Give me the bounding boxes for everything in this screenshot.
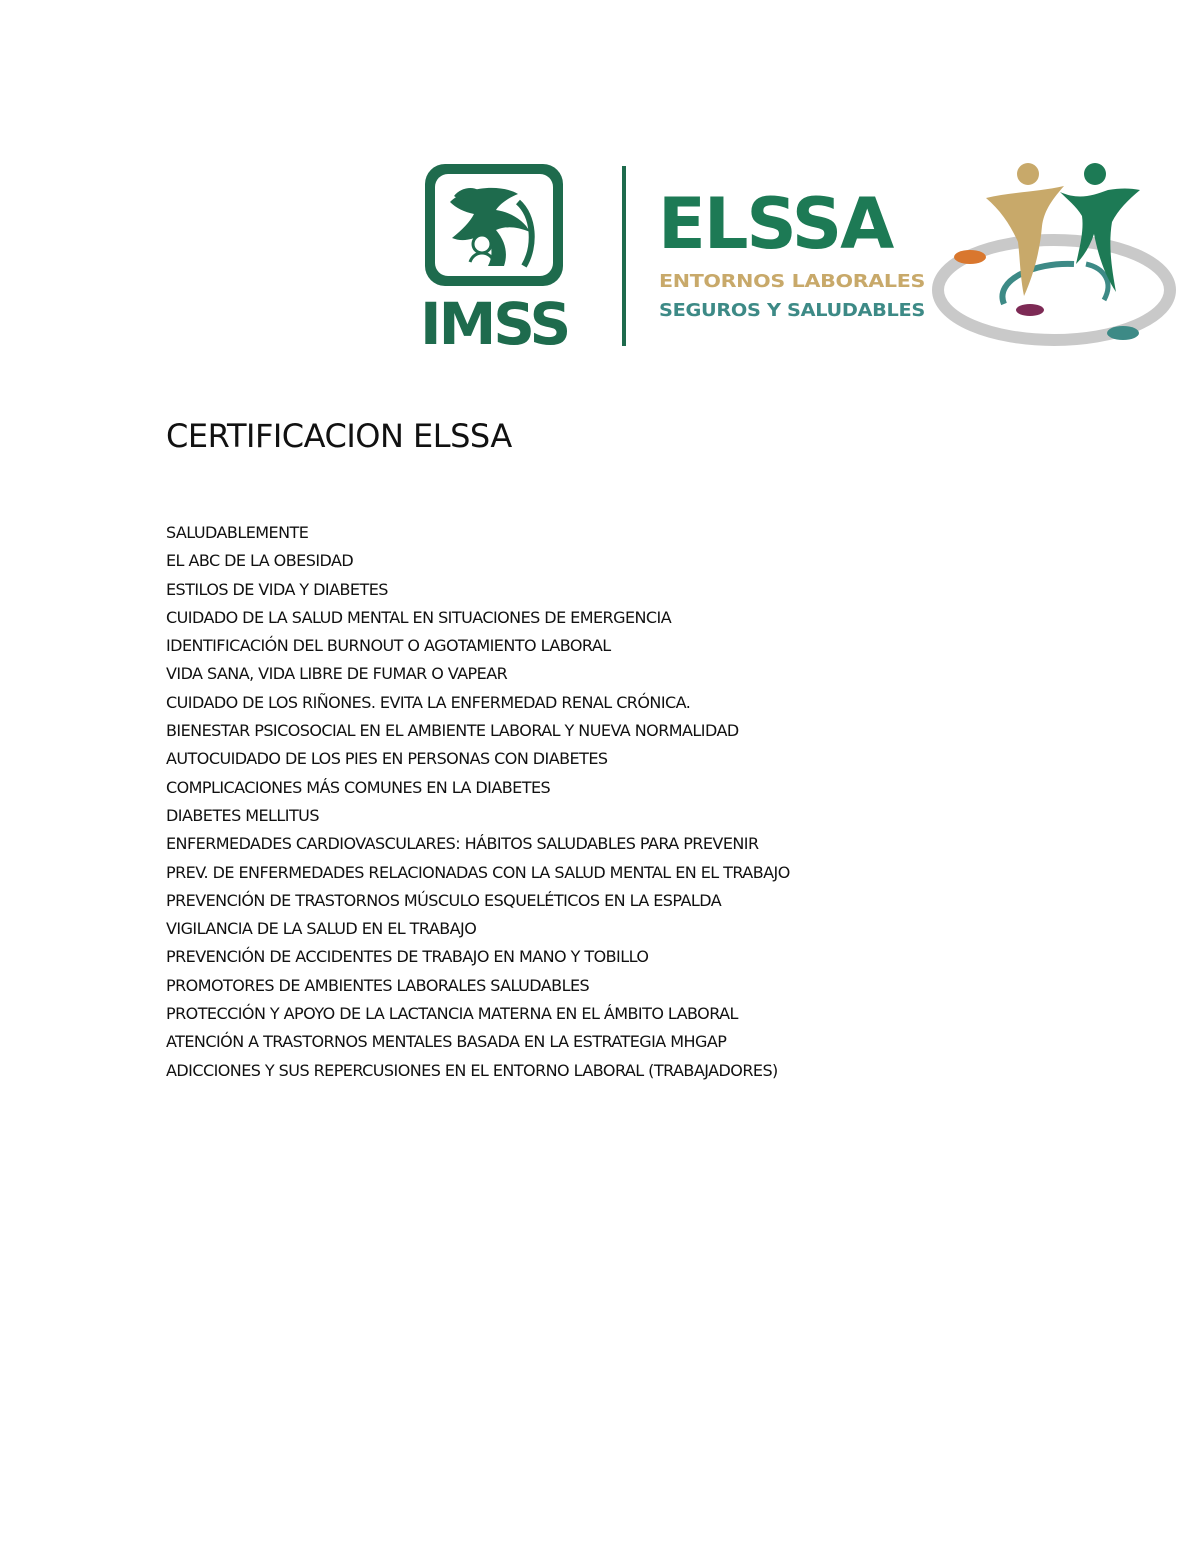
course-item: ADICCIONES Y SUS REPERCUSIONES EN EL ENTORNO LABORAL (TRABAJADORES)	[166, 1060, 778, 1080]
imss-eagle-icon	[425, 164, 563, 286]
document-title: CERTIFICACION ELSSA	[166, 417, 512, 455]
course-item: PREV. DE ENFERMEDADES RELACIONADAS CON LA SALUD MENTAL EN EL TRABAJO	[166, 862, 790, 882]
course-item: PREVENCIÓN DE TRASTORNOS MÚSCULO ESQUELÉTICOS EN LA ESPALDA	[166, 890, 722, 910]
course-item: EL ABC DE LA OBESIDAD	[166, 551, 354, 571]
logo-divider	[622, 166, 626, 346]
imss-logo	[420, 164, 568, 355]
course-item: PROMOTORES DE AMBIENTES LABORALES SALUDABLES	[166, 975, 590, 995]
course-item: IDENTIFICACIÓN DEL BURNOUT O AGOTAMIENTO LABORAL	[166, 636, 611, 656]
course-item: VIDA SANA, VIDA LIBRE DE FUMAR O VAPEAR	[166, 664, 508, 684]
course-item: CUIDADO DE LOS RIÑONES. EVITA LA ENFERMEDAD RENAL CRÓNICA.	[166, 692, 691, 712]
elssa-people-icon	[938, 163, 1170, 340]
course-item: SALUDABLEMENTE	[166, 523, 309, 542]
imss-wordmark: IMSS	[420, 290, 569, 355]
elssa-wordmark: ELSSA	[658, 183, 893, 265]
header-logos	[414, 150, 1184, 355]
course-item: VIGILANCIA DE LA SALUD EN EL TRABAJO	[166, 919, 477, 939]
course-item: ENFERMEDADES CARDIOVASCULARES: HÁBITOS SALUDABLES PARA PREVENIR	[166, 834, 759, 854]
logo-banner	[414, 150, 1184, 355]
course-item: ESTILOS DE VIDA Y DIABETES	[166, 579, 388, 599]
course-item: CUIDADO DE LA SALUD MENTAL EN SITUACIONES DE EMERGENCIA	[166, 607, 672, 627]
course-item: PROTECCIÓN Y APOYO DE LA LACTANCIA MATERNA EN EL ÁMBITO LABORAL	[166, 1004, 738, 1024]
course-item: PREVENCIÓN DE ACCIDENTES DE TRABAJO EN MANO Y TOBILLO	[166, 947, 649, 967]
course-item: COMPLICACIONES MÁS COMUNES EN LA DIABETES	[166, 777, 551, 797]
course-item: ATENCIÓN A TRASTORNOS MENTALES BASADA EN LA ESTRATEGIA MHGAP	[166, 1032, 727, 1052]
course-item: AUTOCUIDADO DE LOS PIES EN PERSONAS CON DIABETES	[166, 749, 608, 769]
course-item: DIABETES MELLITUS	[166, 805, 319, 825]
elssa-tagline-1: ENTORNOS LABORALES	[659, 271, 925, 292]
elssa-tagline-2: SEGUROS Y SALUDABLES	[659, 300, 925, 321]
elssa-logo	[658, 183, 925, 321]
course-item: BIENESTAR PSICOSOCIAL EN EL AMBIENTE LABORAL Y NUEVA NORMALIDAD	[166, 721, 739, 741]
course-list	[166, 519, 790, 1085]
